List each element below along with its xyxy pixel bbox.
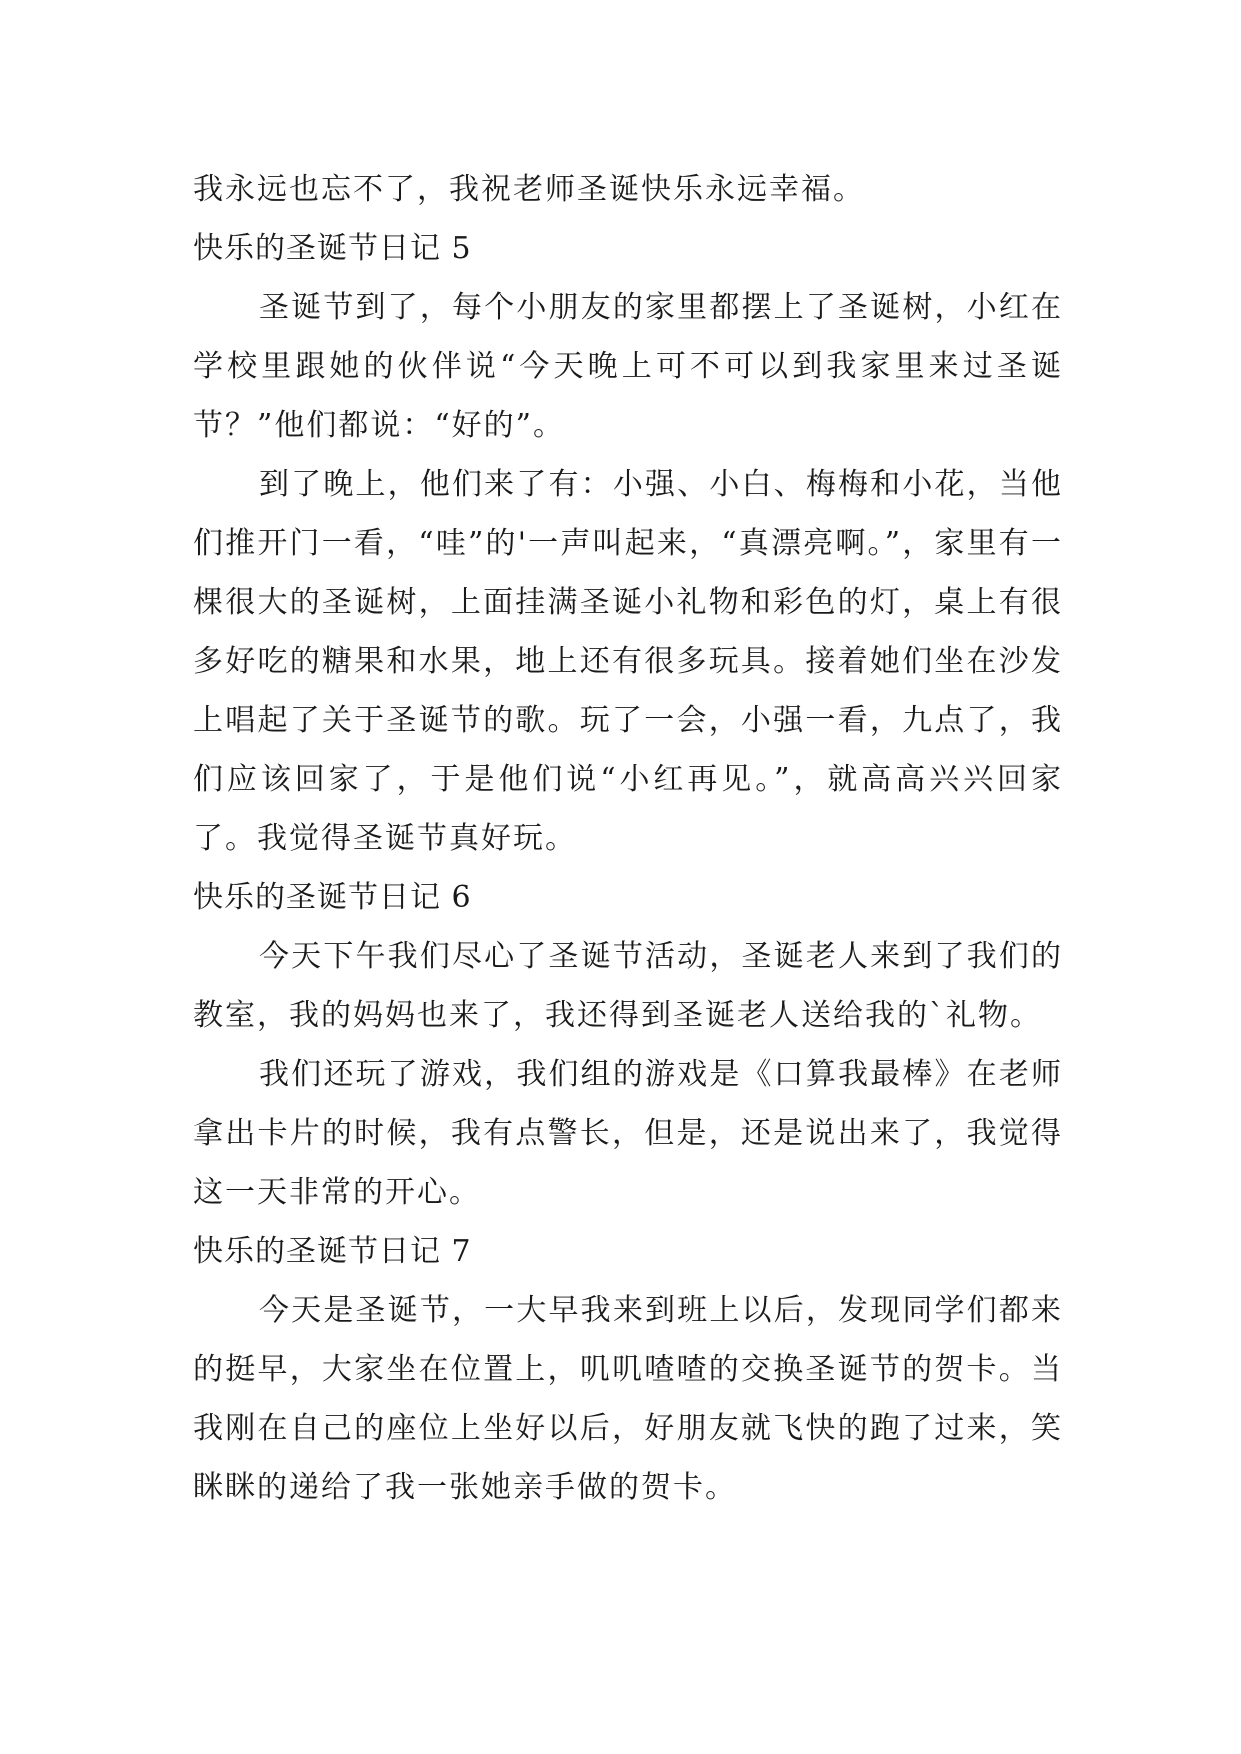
paragraph: 今天下午我们尽心了圣诞节活动，圣诞老人来到了我们的教室，我的妈妈也来了，我还得到圣诞老人送给我的`礼物。 xyxy=(193,939,1063,1033)
paragraph: 我们还玩了游戏，我们组的游戏是《口算我最棒》在老师拿出卡片的时候，我有点警长，但是，还是说出来了，我觉得这一天非常的开心。 xyxy=(193,1057,1063,1210)
paragraph: 到了晚上，他们来了有：小强、小白、梅梅和小花，当他们推开门一看，“哇”的'一声叫起来，“真漂亮啊。”，家里有一棵很大的圣诞树，上面挂满圣诞小礼物和彩色的灯，桌上有很多好吃的糖果和水果，地上还有很多玩具。接着她们坐在沙发上唱起了关于圣诞节的歌。玩了一会，小强一看，九点了，我们应该回家了，于是他们说“小红再见。”，就高高兴兴回家了。我觉得圣诞节真好玩。 xyxy=(193,467,1063,856)
section-heading-diary-6: 快乐的圣诞节日记 6 xyxy=(193,880,472,915)
paragraph: 圣诞节到了，每个小朋友的家里都摆上了圣诞树，小红在学校里跟她的伙伴说“今天晚上可不可以到我家里来过圣诞节？”他们都说：“好的”。 xyxy=(193,290,1063,443)
document-body xyxy=(193,160,1063,1517)
paragraph-continuation: 我永远也忘不了，我祝老师圣诞快乐永远幸福。 xyxy=(193,172,865,207)
section-heading-diary-7: 快乐的圣诞节日记 7 xyxy=(193,1234,472,1269)
paragraph: 今天是圣诞节，一大早我来到班上以后，发现同学们都来的挺早，大家坐在位置上，叽叽喳喳的交换圣诞节的贺卡。当我刚在自己的座位上坐好以后，好朋友就飞快的跑了过来，笑眯眯的递给了我一张她亲手做的贺卡。 xyxy=(193,1293,1063,1505)
section-heading-diary-5: 快乐的圣诞节日记 5 xyxy=(193,231,472,266)
